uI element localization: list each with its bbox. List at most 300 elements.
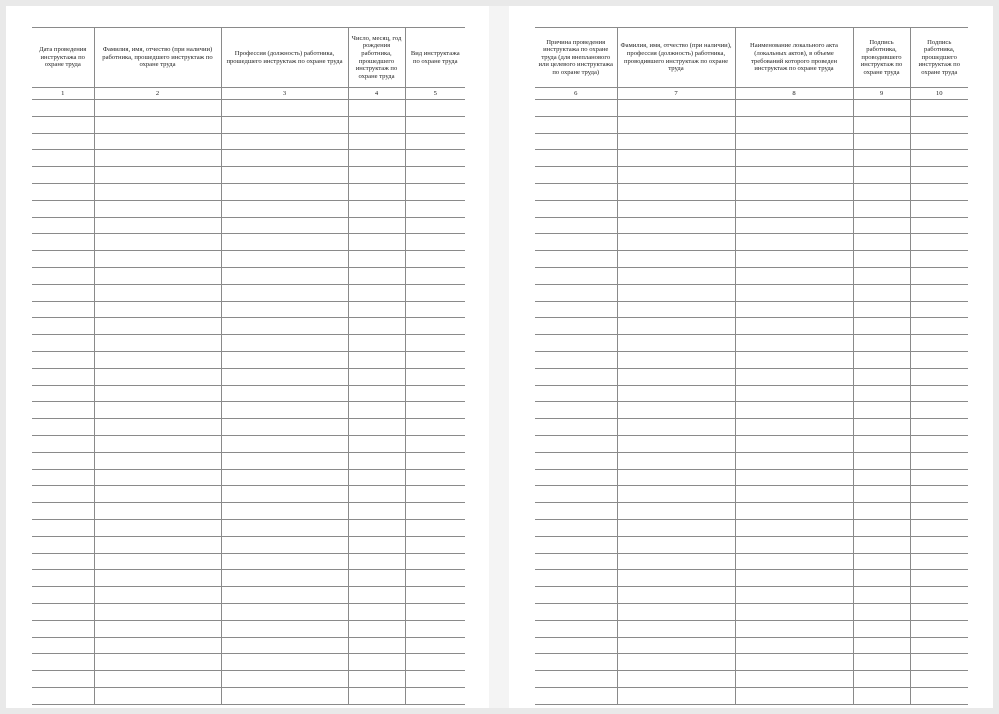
table-cell[interactable] [348, 217, 405, 234]
table-cell[interactable] [535, 133, 617, 150]
table-cell[interactable] [348, 335, 405, 352]
table-cell[interactable] [617, 435, 735, 452]
table-cell[interactable] [221, 452, 348, 469]
table-cell[interactable] [853, 267, 910, 284]
table-cell[interactable] [405, 402, 465, 419]
table-cell[interactable] [348, 654, 405, 671]
table-cell[interactable] [221, 116, 348, 133]
table-cell[interactable] [535, 234, 617, 251]
table-cell[interactable] [221, 687, 348, 704]
table-cell[interactable] [405, 234, 465, 251]
table-cell[interactable] [405, 116, 465, 133]
table-cell[interactable] [221, 267, 348, 284]
table-cell[interactable] [853, 603, 910, 620]
table-cell[interactable] [32, 402, 94, 419]
table-cell[interactable] [535, 486, 617, 503]
table-cell[interactable] [348, 587, 405, 604]
table-cell[interactable] [405, 183, 465, 200]
table-cell[interactable] [405, 687, 465, 704]
table-cell[interactable] [221, 671, 348, 688]
table-cell[interactable] [910, 553, 968, 570]
table-cell[interactable] [617, 251, 735, 268]
table-cell[interactable] [853, 536, 910, 553]
table-cell[interactable] [405, 570, 465, 587]
table-cell[interactable] [617, 301, 735, 318]
table-cell[interactable] [32, 284, 94, 301]
table-cell[interactable] [853, 503, 910, 520]
table-cell[interactable] [735, 116, 853, 133]
table-cell[interactable] [94, 519, 221, 536]
table-cell[interactable] [94, 419, 221, 436]
table-cell[interactable] [221, 637, 348, 654]
table-cell[interactable] [617, 234, 735, 251]
table-cell[interactable] [221, 183, 348, 200]
table-cell[interactable] [853, 654, 910, 671]
table-cell[interactable] [94, 536, 221, 553]
table-cell[interactable] [853, 519, 910, 536]
table-cell[interactable] [221, 469, 348, 486]
table-cell[interactable] [910, 351, 968, 368]
table-cell[interactable] [853, 368, 910, 385]
table-cell[interactable] [94, 620, 221, 637]
table-cell[interactable] [348, 318, 405, 335]
table-cell[interactable] [221, 100, 348, 117]
table-cell[interactable] [94, 167, 221, 184]
table-cell[interactable] [348, 368, 405, 385]
table-cell[interactable] [94, 671, 221, 688]
table-cell[interactable] [735, 553, 853, 570]
table-cell[interactable] [348, 200, 405, 217]
table-cell[interactable] [221, 385, 348, 402]
table-cell[interactable] [617, 351, 735, 368]
table-cell[interactable] [735, 620, 853, 637]
table-cell[interactable] [910, 486, 968, 503]
table-cell[interactable] [910, 536, 968, 553]
table-cell[interactable] [405, 335, 465, 352]
table-cell[interactable] [94, 183, 221, 200]
table-cell[interactable] [735, 335, 853, 352]
table-cell[interactable] [617, 536, 735, 553]
table-cell[interactable] [853, 183, 910, 200]
table-cell[interactable] [910, 284, 968, 301]
table-cell[interactable] [32, 100, 94, 117]
table-cell[interactable] [853, 452, 910, 469]
table-cell[interactable] [535, 435, 617, 452]
table-cell[interactable] [405, 251, 465, 268]
table-cell[interactable] [32, 469, 94, 486]
table-cell[interactable] [94, 637, 221, 654]
table-cell[interactable] [735, 536, 853, 553]
table-cell[interactable] [910, 200, 968, 217]
table-cell[interactable] [535, 183, 617, 200]
table-cell[interactable] [735, 368, 853, 385]
table-cell[interactable] [735, 318, 853, 335]
table-cell[interactable] [221, 167, 348, 184]
table-cell[interactable] [853, 116, 910, 133]
table-cell[interactable] [735, 469, 853, 486]
table-cell[interactable] [348, 553, 405, 570]
table-cell[interactable] [32, 687, 94, 704]
table-cell[interactable] [853, 620, 910, 637]
table-cell[interactable] [348, 687, 405, 704]
table-cell[interactable] [910, 368, 968, 385]
table-cell[interactable] [535, 100, 617, 117]
table-cell[interactable] [910, 503, 968, 520]
table-cell[interactable] [853, 335, 910, 352]
table-cell[interactable] [735, 671, 853, 688]
table-cell[interactable] [617, 654, 735, 671]
table-cell[interactable] [617, 318, 735, 335]
table-cell[interactable] [32, 419, 94, 436]
table-cell[interactable] [735, 385, 853, 402]
table-cell[interactable] [405, 469, 465, 486]
table-cell[interactable] [32, 167, 94, 184]
table-cell[interactable] [221, 251, 348, 268]
table-cell[interactable] [910, 217, 968, 234]
table-cell[interactable] [405, 620, 465, 637]
table-cell[interactable] [94, 435, 221, 452]
table-cell[interactable] [617, 284, 735, 301]
table-cell[interactable] [94, 116, 221, 133]
table-cell[interactable] [405, 318, 465, 335]
table-cell[interactable] [910, 620, 968, 637]
table-cell[interactable] [405, 267, 465, 284]
table-cell[interactable] [32, 318, 94, 335]
table-cell[interactable] [348, 570, 405, 587]
table-cell[interactable] [535, 335, 617, 352]
table-cell[interactable] [910, 419, 968, 436]
table-cell[interactable] [221, 402, 348, 419]
table-cell[interactable] [94, 335, 221, 352]
table-cell[interactable] [32, 587, 94, 604]
table-cell[interactable] [348, 385, 405, 402]
table-cell[interactable] [617, 133, 735, 150]
table-cell[interactable] [535, 217, 617, 234]
table-cell[interactable] [910, 150, 968, 167]
table-cell[interactable] [405, 637, 465, 654]
table-cell[interactable] [348, 150, 405, 167]
table-cell[interactable] [348, 503, 405, 520]
table-cell[interactable] [348, 284, 405, 301]
table-cell[interactable] [535, 503, 617, 520]
table-cell[interactable] [617, 150, 735, 167]
table-cell[interactable] [910, 133, 968, 150]
table-cell[interactable] [910, 267, 968, 284]
table-cell[interactable] [405, 587, 465, 604]
table-cell[interactable] [535, 301, 617, 318]
table-cell[interactable] [535, 637, 617, 654]
table-cell[interactable] [32, 200, 94, 217]
table-cell[interactable] [853, 150, 910, 167]
table-cell[interactable] [735, 603, 853, 620]
table-cell[interactable] [617, 100, 735, 117]
table-cell[interactable] [853, 435, 910, 452]
table-cell[interactable] [348, 536, 405, 553]
table-cell[interactable] [535, 368, 617, 385]
table-cell[interactable] [348, 435, 405, 452]
table-cell[interactable] [617, 519, 735, 536]
table-cell[interactable] [735, 251, 853, 268]
table-cell[interactable] [617, 200, 735, 217]
table-cell[interactable] [617, 217, 735, 234]
table-cell[interactable] [910, 183, 968, 200]
table-cell[interactable] [535, 620, 617, 637]
table-cell[interactable] [617, 452, 735, 469]
table-cell[interactable] [32, 570, 94, 587]
table-cell[interactable] [535, 519, 617, 536]
table-cell[interactable] [94, 133, 221, 150]
table-cell[interactable] [735, 435, 853, 452]
table-cell[interactable] [94, 368, 221, 385]
table-cell[interactable] [94, 234, 221, 251]
table-cell[interactable] [32, 637, 94, 654]
table-cell[interactable] [221, 503, 348, 520]
table-cell[interactable] [535, 603, 617, 620]
table-cell[interactable] [405, 553, 465, 570]
table-cell[interactable] [348, 419, 405, 436]
table-cell[interactable] [535, 267, 617, 284]
table-cell[interactable] [32, 267, 94, 284]
table-cell[interactable] [94, 251, 221, 268]
table-cell[interactable] [221, 200, 348, 217]
table-cell[interactable] [94, 200, 221, 217]
table-cell[interactable] [617, 385, 735, 402]
table-cell[interactable] [735, 570, 853, 587]
table-cell[interactable] [853, 385, 910, 402]
table-cell[interactable] [405, 150, 465, 167]
table-cell[interactable] [94, 318, 221, 335]
table-cell[interactable] [221, 284, 348, 301]
table-cell[interactable] [617, 570, 735, 587]
table-cell[interactable] [405, 301, 465, 318]
table-cell[interactable] [32, 671, 94, 688]
table-cell[interactable] [853, 301, 910, 318]
table-cell[interactable] [853, 687, 910, 704]
table-cell[interactable] [221, 234, 348, 251]
table-cell[interactable] [535, 150, 617, 167]
table-cell[interactable] [535, 452, 617, 469]
table-cell[interactable] [405, 419, 465, 436]
table-cell[interactable] [910, 116, 968, 133]
table-cell[interactable] [910, 100, 968, 117]
table-cell[interactable] [735, 402, 853, 419]
table-cell[interactable] [94, 570, 221, 587]
table-cell[interactable] [853, 351, 910, 368]
table-cell[interactable] [405, 368, 465, 385]
table-cell[interactable] [535, 671, 617, 688]
table-cell[interactable] [348, 301, 405, 318]
table-cell[interactable] [853, 402, 910, 419]
table-cell[interactable] [32, 183, 94, 200]
table-cell[interactable] [735, 419, 853, 436]
table-cell[interactable] [617, 620, 735, 637]
table-cell[interactable] [405, 217, 465, 234]
table-cell[interactable] [221, 620, 348, 637]
table-cell[interactable] [910, 335, 968, 352]
table-cell[interactable] [735, 587, 853, 604]
table-cell[interactable] [405, 100, 465, 117]
table-cell[interactable] [32, 351, 94, 368]
table-cell[interactable] [221, 217, 348, 234]
table-cell[interactable] [32, 603, 94, 620]
table-cell[interactable] [735, 150, 853, 167]
table-cell[interactable] [910, 671, 968, 688]
table-cell[interactable] [94, 587, 221, 604]
table-cell[interactable] [221, 570, 348, 587]
table-cell[interactable] [405, 435, 465, 452]
table-cell[interactable] [221, 553, 348, 570]
table-cell[interactable] [535, 469, 617, 486]
table-cell[interactable] [617, 167, 735, 184]
table-cell[interactable] [735, 301, 853, 318]
table-cell[interactable] [910, 251, 968, 268]
table-cell[interactable] [735, 183, 853, 200]
table-cell[interactable] [94, 150, 221, 167]
table-cell[interactable] [535, 284, 617, 301]
table-cell[interactable] [617, 116, 735, 133]
table-cell[interactable] [405, 486, 465, 503]
table-cell[interactable] [405, 519, 465, 536]
table-cell[interactable] [535, 687, 617, 704]
table-cell[interactable] [910, 167, 968, 184]
table-cell[interactable] [405, 133, 465, 150]
table-cell[interactable] [735, 351, 853, 368]
table-cell[interactable] [535, 536, 617, 553]
table-cell[interactable] [32, 368, 94, 385]
table-cell[interactable] [221, 318, 348, 335]
table-cell[interactable] [221, 419, 348, 436]
table-cell[interactable] [535, 553, 617, 570]
table-cell[interactable] [32, 301, 94, 318]
table-cell[interactable] [853, 100, 910, 117]
table-cell[interactable] [735, 267, 853, 284]
table-cell[interactable] [617, 419, 735, 436]
table-cell[interactable] [348, 486, 405, 503]
table-cell[interactable] [910, 654, 968, 671]
table-cell[interactable] [94, 603, 221, 620]
table-cell[interactable] [32, 116, 94, 133]
table-cell[interactable] [221, 519, 348, 536]
table-cell[interactable] [853, 486, 910, 503]
table-cell[interactable] [910, 603, 968, 620]
table-cell[interactable] [221, 301, 348, 318]
table-cell[interactable] [221, 486, 348, 503]
table-cell[interactable] [910, 587, 968, 604]
table-cell[interactable] [617, 553, 735, 570]
table-cell[interactable] [853, 251, 910, 268]
table-cell[interactable] [94, 284, 221, 301]
table-cell[interactable] [32, 654, 94, 671]
table-cell[interactable] [348, 116, 405, 133]
table-cell[interactable] [535, 385, 617, 402]
table-cell[interactable] [405, 284, 465, 301]
table-cell[interactable] [910, 435, 968, 452]
table-cell[interactable] [735, 486, 853, 503]
table-cell[interactable] [617, 469, 735, 486]
table-cell[interactable] [910, 234, 968, 251]
table-cell[interactable] [405, 452, 465, 469]
table-cell[interactable] [853, 637, 910, 654]
table-cell[interactable] [535, 419, 617, 436]
table-cell[interactable] [735, 519, 853, 536]
table-cell[interactable] [910, 318, 968, 335]
table-cell[interactable] [94, 469, 221, 486]
table-cell[interactable] [348, 637, 405, 654]
table-cell[interactable] [348, 183, 405, 200]
table-cell[interactable] [735, 637, 853, 654]
table-cell[interactable] [853, 234, 910, 251]
table-cell[interactable] [221, 150, 348, 167]
table-cell[interactable] [94, 267, 221, 284]
table-cell[interactable] [535, 654, 617, 671]
table-cell[interactable] [910, 385, 968, 402]
table-cell[interactable] [617, 486, 735, 503]
table-cell[interactable] [94, 503, 221, 520]
table-cell[interactable] [405, 654, 465, 671]
table-cell[interactable] [94, 100, 221, 117]
table-cell[interactable] [735, 452, 853, 469]
table-cell[interactable] [535, 570, 617, 587]
table-cell[interactable] [735, 503, 853, 520]
table-cell[interactable] [221, 335, 348, 352]
table-cell[interactable] [910, 452, 968, 469]
table-cell[interactable] [535, 251, 617, 268]
table-cell[interactable] [735, 167, 853, 184]
table-cell[interactable] [32, 620, 94, 637]
table-cell[interactable] [853, 217, 910, 234]
table-cell[interactable] [405, 503, 465, 520]
table-cell[interactable] [221, 435, 348, 452]
table-cell[interactable] [735, 234, 853, 251]
table-cell[interactable] [32, 150, 94, 167]
table-cell[interactable] [617, 671, 735, 688]
table-cell[interactable] [348, 267, 405, 284]
table-cell[interactable] [617, 267, 735, 284]
table-cell[interactable] [348, 251, 405, 268]
table-cell[interactable] [221, 368, 348, 385]
table-cell[interactable] [535, 167, 617, 184]
table-cell[interactable] [617, 637, 735, 654]
table-cell[interactable] [32, 519, 94, 536]
table-cell[interactable] [853, 671, 910, 688]
table-cell[interactable] [348, 452, 405, 469]
table-cell[interactable] [32, 335, 94, 352]
table-cell[interactable] [32, 486, 94, 503]
table-cell[interactable] [617, 503, 735, 520]
table-cell[interactable] [853, 284, 910, 301]
table-cell[interactable] [853, 570, 910, 587]
table-cell[interactable] [348, 620, 405, 637]
table-cell[interactable] [853, 200, 910, 217]
table-cell[interactable] [910, 637, 968, 654]
table-cell[interactable] [853, 553, 910, 570]
table-cell[interactable] [32, 452, 94, 469]
table-cell[interactable] [735, 100, 853, 117]
table-cell[interactable] [617, 368, 735, 385]
table-cell[interactable] [405, 351, 465, 368]
table-cell[interactable] [535, 402, 617, 419]
table-cell[interactable] [853, 167, 910, 184]
table-cell[interactable] [221, 587, 348, 604]
table-cell[interactable] [348, 133, 405, 150]
table-cell[interactable] [32, 133, 94, 150]
table-cell[interactable] [32, 553, 94, 570]
table-cell[interactable] [910, 469, 968, 486]
table-cell[interactable] [853, 587, 910, 604]
table-cell[interactable] [32, 234, 94, 251]
table-cell[interactable] [221, 351, 348, 368]
table-cell[interactable] [617, 335, 735, 352]
